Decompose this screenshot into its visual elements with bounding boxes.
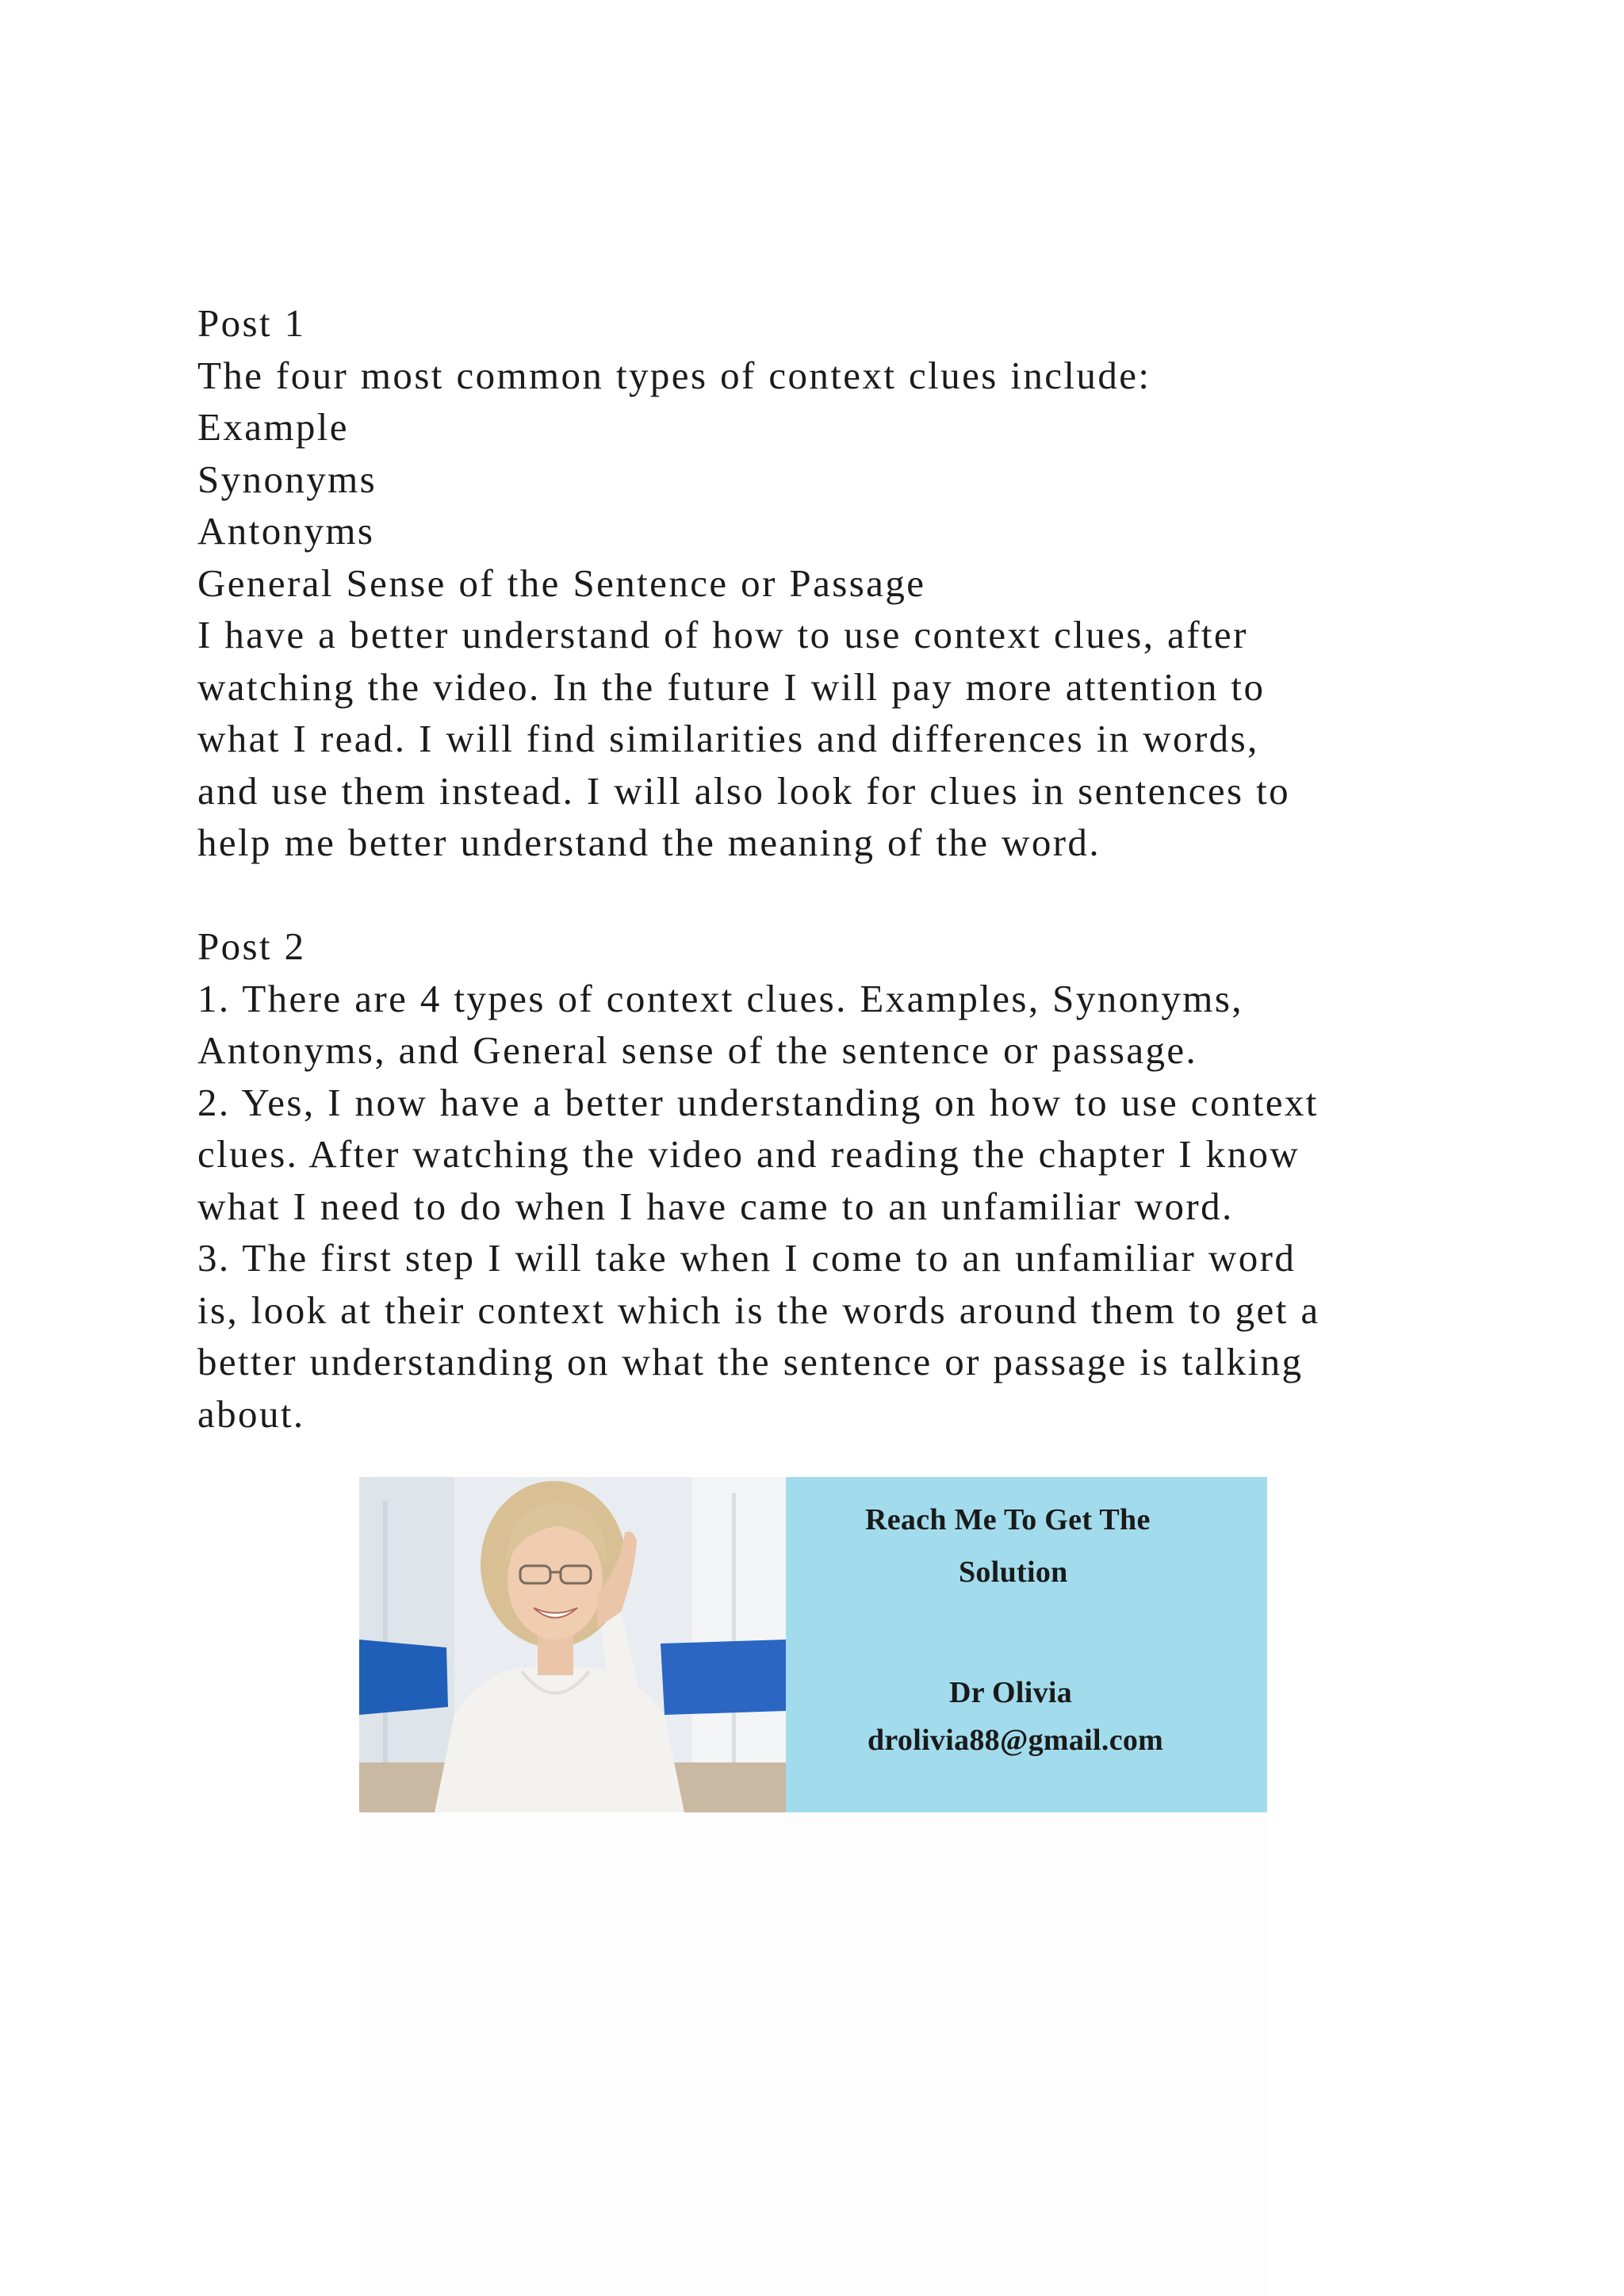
text-line: what I read. I will find similarities and differences in words, [197,717,1259,760]
document-body [197,297,1434,1440]
text-line: Antonyms [197,509,375,553]
text-line: clues. After watching the video and reading the chapter I know [197,1132,1300,1176]
text-line: and use them instead. I will also look for clues in sentences to [197,768,1291,813]
text-line: help me better understand the meaning of the word. [197,821,1101,864]
text-line: The four most common types of context clues include: [197,353,1151,397]
text-line: watching the video. In the future I will pay more attention to [197,664,1266,709]
text-line: is, look at their context which is the words around them to get a [197,1288,1320,1332]
text-line: I have a better understand of how to use context clues, after [197,613,1248,656]
woman-photo [359,1477,786,1812]
contact-banner [359,1477,1267,1812]
text-line: what I need to do when I have came to an unfamiliar word. [197,1184,1234,1228]
banner-headline-2: Solution [959,1556,1068,1589]
text-line: Example [197,405,349,449]
contact-name: Dr Olivia [949,1676,1073,1709]
paragraph-gap [197,869,1434,921]
photo-illustration [359,1477,786,1812]
contact-info-panel [786,1477,1267,1812]
text-line: about. [197,1391,305,1436]
text-line: General Sense of the Sentence or Passage [197,561,926,605]
post-2-heading: Post 2 [197,924,306,968]
contact-email: drolivia88@gmail.com [868,1724,1164,1757]
text-line: better understanding on what the sentence or passage is talking [197,1340,1304,1383]
text-line: Antonyms, and General sense of the sentence or passage. [197,1028,1198,1072]
banner-headline: Reach Me To Get The [865,1503,1151,1536]
text-line: Synonyms [197,457,377,501]
text-line: 3. The first step I will take when I come to an unfamiliar word [197,1236,1297,1280]
blank-area [359,1812,1267,2296]
text-line: 2. Yes, I now have a better understanding on how to use context [197,1080,1319,1124]
text-line: 1. There are 4 types of context clues. Examples, Synonyms, [197,976,1243,1020]
post-1-heading: Post 1 [197,301,306,345]
